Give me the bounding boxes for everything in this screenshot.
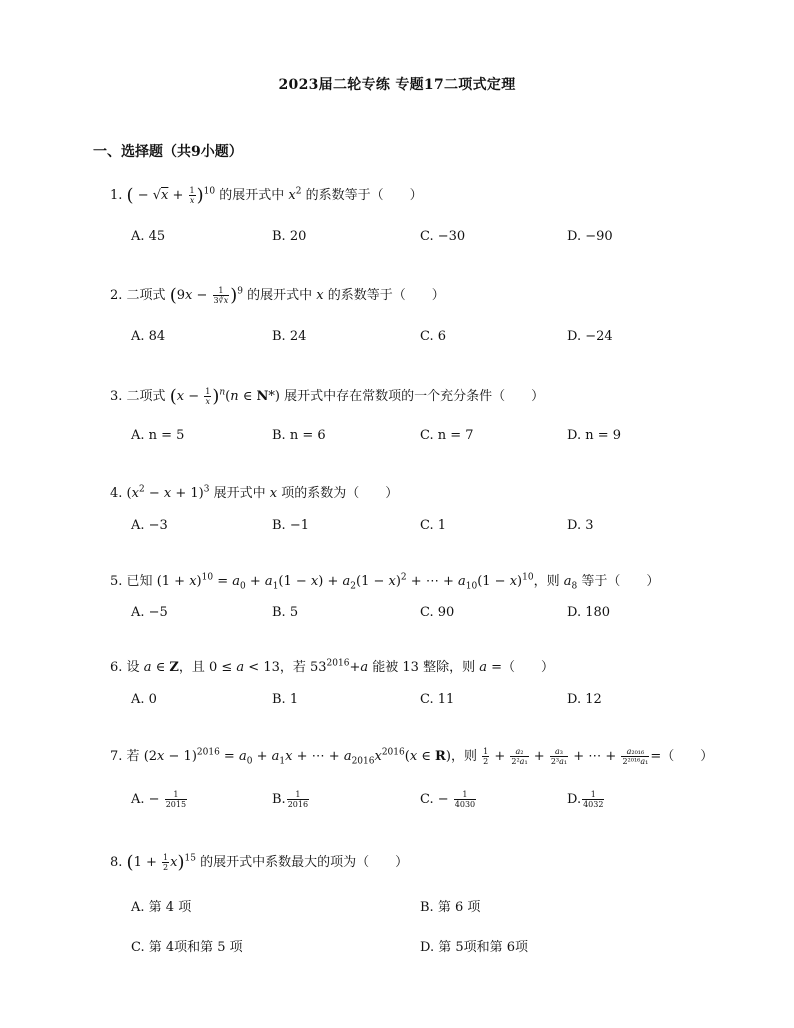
question-text-2: ，则 $a_8$ 等于（ ） — [533, 574, 660, 592]
question-text: 的展开式中系数最大的项为（ ） — [200, 855, 409, 870]
q3-option-d[interactable]: D. n = 9 — [567, 428, 622, 443]
question-text: 展开式中 x 项的系数为（ ） — [213, 486, 399, 501]
q4-option-b[interactable]: B. −1 — [272, 518, 309, 533]
q5-option-d[interactable]: D. 180 — [567, 605, 611, 620]
q7-option-d[interactable]: D. $\frac{1}{4032}$ — [567, 790, 604, 809]
question-text-3: =（ ） — [650, 749, 714, 764]
question-number: 8. — [110, 855, 123, 870]
q6-option-b[interactable]: B. 1 — [272, 692, 299, 707]
q4-option-c[interactable]: C. 1 — [420, 518, 447, 533]
option-letter: C. − — [420, 792, 449, 807]
question-text: 已知 — [126, 574, 153, 589]
formula: (9x − $\frac{1}{3∛x}$ )$^9$ — [169, 285, 243, 306]
q2-option-b[interactable]: B. 24 — [272, 329, 307, 344]
q6-option-d[interactable]: D. 12 — [567, 692, 602, 707]
question-8 — [110, 851, 408, 873]
question-text: 的展开式中 $x^2$ 的系数等于（ ） — [219, 186, 423, 203]
q4-option-d[interactable]: D. 3 — [567, 518, 594, 533]
q5-option-b[interactable]: B. 5 — [272, 605, 299, 620]
option-letter: B. — [272, 792, 286, 807]
q1-option-a[interactable]: A. 45 — [131, 229, 166, 244]
question-2 — [110, 284, 445, 306]
q2-option-a[interactable]: A. 84 — [131, 329, 166, 344]
formula: $(2x - 1)^{2016} = a_0 + a_1x$ + ⋯ + $a_{2016}x^{2016}(x$ ∈ R) — [143, 747, 451, 767]
formula: (1 + $\frac{1}{2}$ x)$^{15}$ — [126, 852, 196, 873]
section-heading: 一、选择题（共9小题） — [93, 144, 243, 160]
question-number: 5. — [110, 574, 123, 589]
question-number: 2. — [110, 288, 123, 303]
q7-option-b[interactable]: B. $\frac{1}{2016}$ — [272, 790, 309, 809]
question-number: 7. — [110, 749, 123, 764]
question-number: 1. — [110, 188, 123, 203]
option-letter: A. − — [131, 792, 160, 807]
q8-option-a[interactable]: A. 第 4 项 — [131, 900, 192, 915]
q8-option-c[interactable]: C. 第 4项和第 5 项 — [131, 940, 243, 955]
option-letter: D. — [567, 792, 582, 807]
formula: $(x^2 - x + 1)^3$ — [126, 484, 210, 501]
formula: $(1 + x)^{10} = a_0 + a_1(1 - x) + a_2(1 - x)^2$ + ⋯ + $a_{10}(1 - x)^{10}$ — [156, 572, 534, 592]
question-number: 3. — [110, 389, 123, 404]
question-text-2: 的展开式中 x 的系数等于（ ） — [247, 288, 445, 303]
question-text: 若 — [126, 749, 140, 764]
q3-option-b[interactable]: B. n = 6 — [272, 428, 326, 443]
question-text: 二项式 — [126, 288, 166, 303]
question-4 — [110, 482, 398, 501]
q1-option-b[interactable]: B. 20 — [272, 229, 307, 244]
question-text-2: ，则 — [450, 749, 477, 764]
q1-option-c[interactable]: C. −30 — [420, 229, 466, 244]
question-7 — [110, 745, 713, 767]
question-text: 设 a ∈ Z，且 0 ≤ a < 13，若 $53^{2016}+a$ 能被 13 整除，则 a =（ ） — [126, 658, 554, 675]
q5-option-c[interactable]: C. 90 — [420, 605, 455, 620]
question-text: 二项式 — [126, 389, 166, 404]
q4-option-a[interactable]: A. −3 — [131, 518, 168, 533]
q7-option-c[interactable]: C. − $\frac{1}{4030}$ — [420, 790, 476, 809]
q6-option-a[interactable]: A. 0 — [131, 692, 157, 707]
q8-option-d[interactable]: D. 第 5项和第 6项 — [420, 940, 529, 955]
q6-option-c[interactable]: C. 11 — [420, 692, 455, 707]
q3-option-c[interactable]: C. n = 7 — [420, 428, 474, 443]
formula-2: $\frac{1}{2}$ + $\frac{\text{a₂}}{\text{2²a₁}}$ + $\frac{\text{a₃}}{\text{2³a₁}}$ + ⋯ + $\frac{\text{a₂₀₁₆}}{\text{2²⁰¹⁶a₁}}$ — [483, 747, 649, 766]
q5-option-a[interactable]: A. −5 — [131, 605, 168, 620]
question-text-2: 展开式中存在常数项的一个充分条件（ ） — [284, 389, 545, 404]
page-title: 2023届二轮专练 专题17二项式定理 — [278, 77, 516, 93]
q1-option-d[interactable]: D. −90 — [567, 229, 613, 244]
question-1 — [110, 184, 423, 206]
question-number: 6. — [110, 660, 123, 675]
q2-option-c[interactable]: C. 6 — [420, 329, 447, 344]
question-6 — [110, 656, 554, 675]
formula: ( − √x + $\frac{1}{x}$ )$^{10}$ — [126, 185, 216, 206]
q2-option-d[interactable]: D. −24 — [567, 329, 613, 344]
q7-option-a[interactable]: A. − $\frac{1}{2015}$ — [131, 790, 187, 809]
question-5 — [110, 570, 659, 592]
q3-option-a[interactable]: A. n = 5 — [131, 428, 185, 443]
q8-option-b[interactable]: B. 第 6 项 — [420, 900, 481, 915]
question-3 — [110, 385, 544, 407]
question-number: 4. — [110, 486, 123, 501]
formula: (x − $\frac{1}{x}$ )$^n$(n ∈ N*) — [169, 386, 280, 407]
